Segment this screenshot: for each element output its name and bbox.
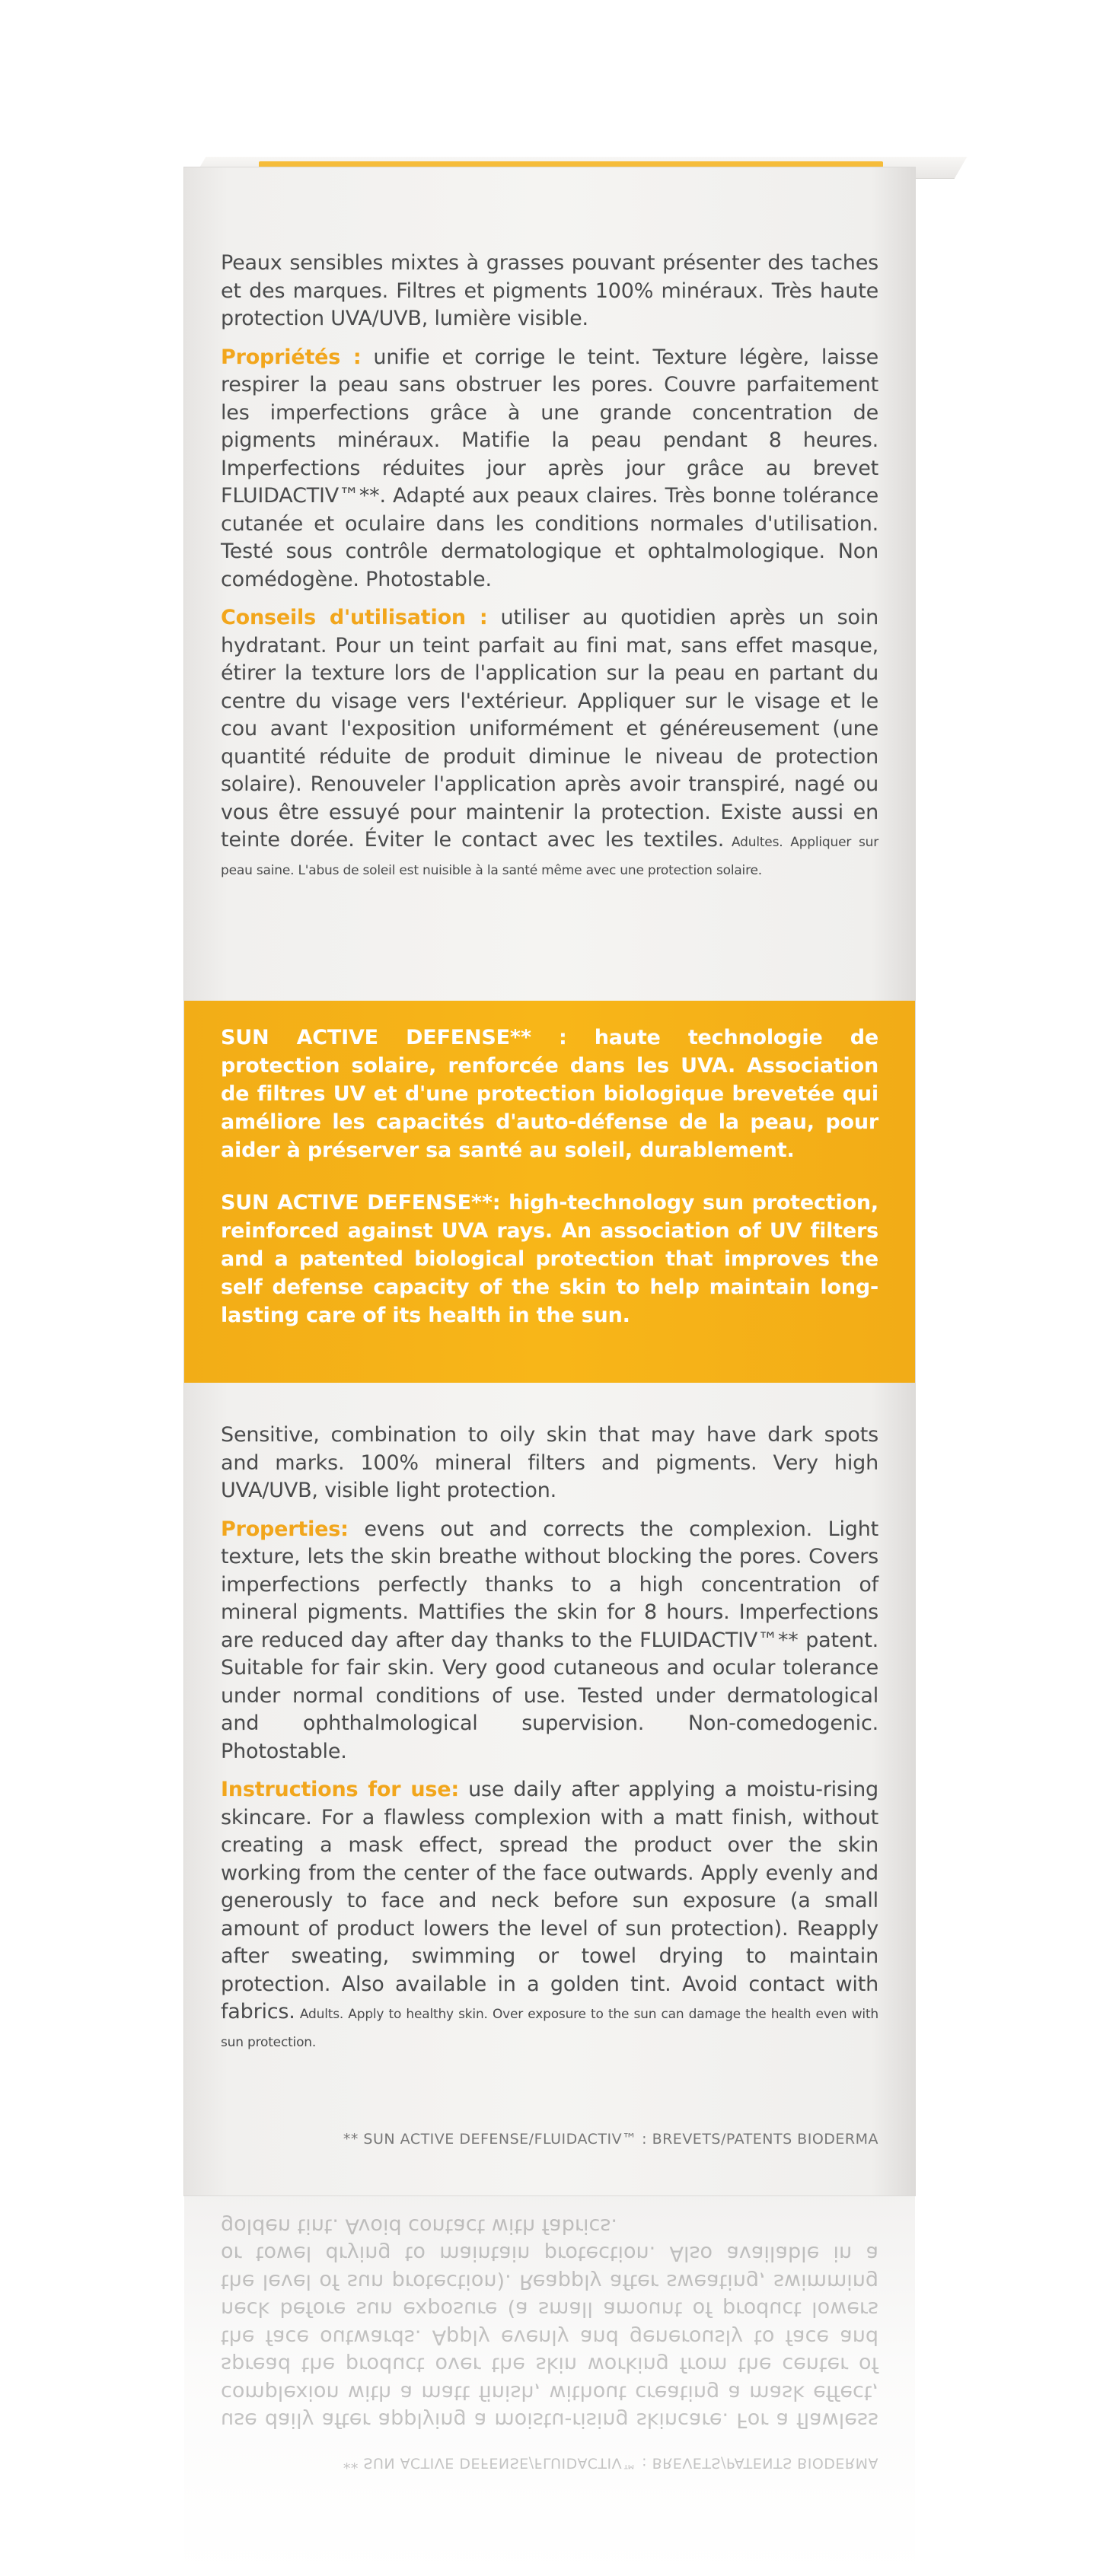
band-text-block — [221, 1024, 878, 1354]
reflection-text — [221, 2211, 878, 2477]
product-box-side — [184, 167, 915, 2195]
en-properties — [221, 1516, 878, 1766]
en-instructions-text: use daily after applying a moistu-rising skincare. For a flawless complexion with a matt finish, without creating a mask effect, spread the product over the skin working from the center of the face outwards. Apply evenly and generously to face and neck before sun exposure (a small amount of product lowers the level of sun protection). Reapply after sweating, swimming or towel drying to maintain protection. Also available in a golden tint. Avoid contact with fabrics. — [221, 1778, 878, 2024]
fr-advice-label: Conseils d'utilisation : — [221, 606, 488, 629]
fr-advice-text: utiliser au quotidien après un soin hydratant. Pour un teint parfait au fini mat, sans effet masque, étirer la texture lors de l'application sur la peau en partant du centre du visage vers l'extérieur. Appliquer sur le visage et le cou avant l'exposition uniformément et généreusement (une quantité réduite de produit diminue le niveau de protection solaire). Renouveler l'application après avoir transpiré, nagé ou vous être essuyé pour maintenir la protection. Existe aussi en teinte dorée. Éviter le contact avec les textiles. — [221, 606, 879, 852]
fr-properties-text: unifie et corrige le teint. Texture légère, laisse respirer la peau sans obstruer les pores. Couvre parfaitement les imperfections grâce à une grande concentration de pigments minéraux. Matifie la peau pendant 8 heures. Imperfections réduites jour après jour grâce au brevet FLUIDACTIV™**. Adapté aux peaux claires. Très bonne tolérance cutanée et oculaire dans les conditions normales d'utilisation. Testé sous contrôle dermatologique et ophtalmologique. Non comédogène. Photostable. — [221, 345, 878, 591]
reflection-instructions: use daily after applying a moistu-rising skincare. For a flawless complexion with a matt finish, without creating a mask effect, spread the product over the skin working from the center of the face outwards. Apply evenly and generously to face and neck before sun exposure (a small amount of product lowers the level of sun protection). Reapply after sweating, swimming or towel drying to maintain protection. Also available in a golden tint. Avoid contact with fabrics. — [221, 2214, 878, 2432]
box-lid-yellow-strip — [259, 161, 883, 167]
box-reflection — [184, 2196, 915, 2576]
band-en: SUN ACTIVE DEFENSE**: high-technology sun protection, reinforced against UVA rays. An association of UV filters and a patented biological protection that improves the self defense capacity of the skin to help maintain long-lasting care of its health in the sun. — [221, 1191, 878, 1327]
en-instructions-small: Adults. Apply to healthy skin. Over exposure to the sun can damage the health even with sun protection. — [221, 2007, 878, 2050]
english-text-block — [221, 1422, 878, 2065]
fr-properties — [221, 344, 878, 594]
patent-footnote: ** SUN ACTIVE DEFENSE/FLUIDACTIV™ : BREVETS/PATENTS BIODERMA — [343, 2131, 878, 2148]
en-instructions-label: Instructions for use: — [221, 1778, 459, 1801]
fr-advice — [221, 604, 878, 882]
fr-properties-label: Propriétés : — [221, 345, 362, 369]
reflection-footnote: ** SUN ACTIVE DEFENSE/FLUIDACTIV™ : BREVETS/PATENTS BIODERMA — [343, 2454, 878, 2472]
en-properties-text: evens out and corrects the complexion. Light texture, lets the skin breathe without blocking the pores. Covers imperfections perfectly thanks to a high concentration of mineral pigments. Mattifies the skin for 8 hours. Imperfections are reduced day after day thanks to the FLUIDACTIV™** patent. Suitable for fair skin. Very good cutaneous and ocular tolerance under normal conditions of use. Tested under dermatological and ophthalmological supervision. Non-comedogenic. Photostable. — [221, 1517, 878, 1763]
fr-intro: Peaux sensibles mixtes à grasses pouvant présenter des taches et des marques. Filtres et pigments 100% minéraux. Très haute protection UVA/UVB, lumière visible. — [221, 251, 878, 330]
band-fr: SUN ACTIVE DEFENSE** : haute technologie de protection solaire, renforcée dans les UVA. Association de filtres UV et d'une protection biologique brevetée qui améliore les capacités d'auto-défense de la peau, pour aider à préserver sa santé au soleil, durablement. — [221, 1026, 878, 1162]
en-intro: Sensitive, combination to oily skin that may have dark spots and marks. 100% mineral filters and pigments. Very high UVA/UVB, visible light protection. — [221, 1423, 878, 1502]
fr-advice-small: Adultes. Appliquer sur peau saine. L'abus de soleil est nuisible à la santé même avec une protection solaire. — [221, 835, 878, 878]
french-text-block — [221, 250, 878, 893]
en-instructions — [221, 1776, 878, 2054]
en-properties-label: Properties: — [221, 1517, 349, 1541]
